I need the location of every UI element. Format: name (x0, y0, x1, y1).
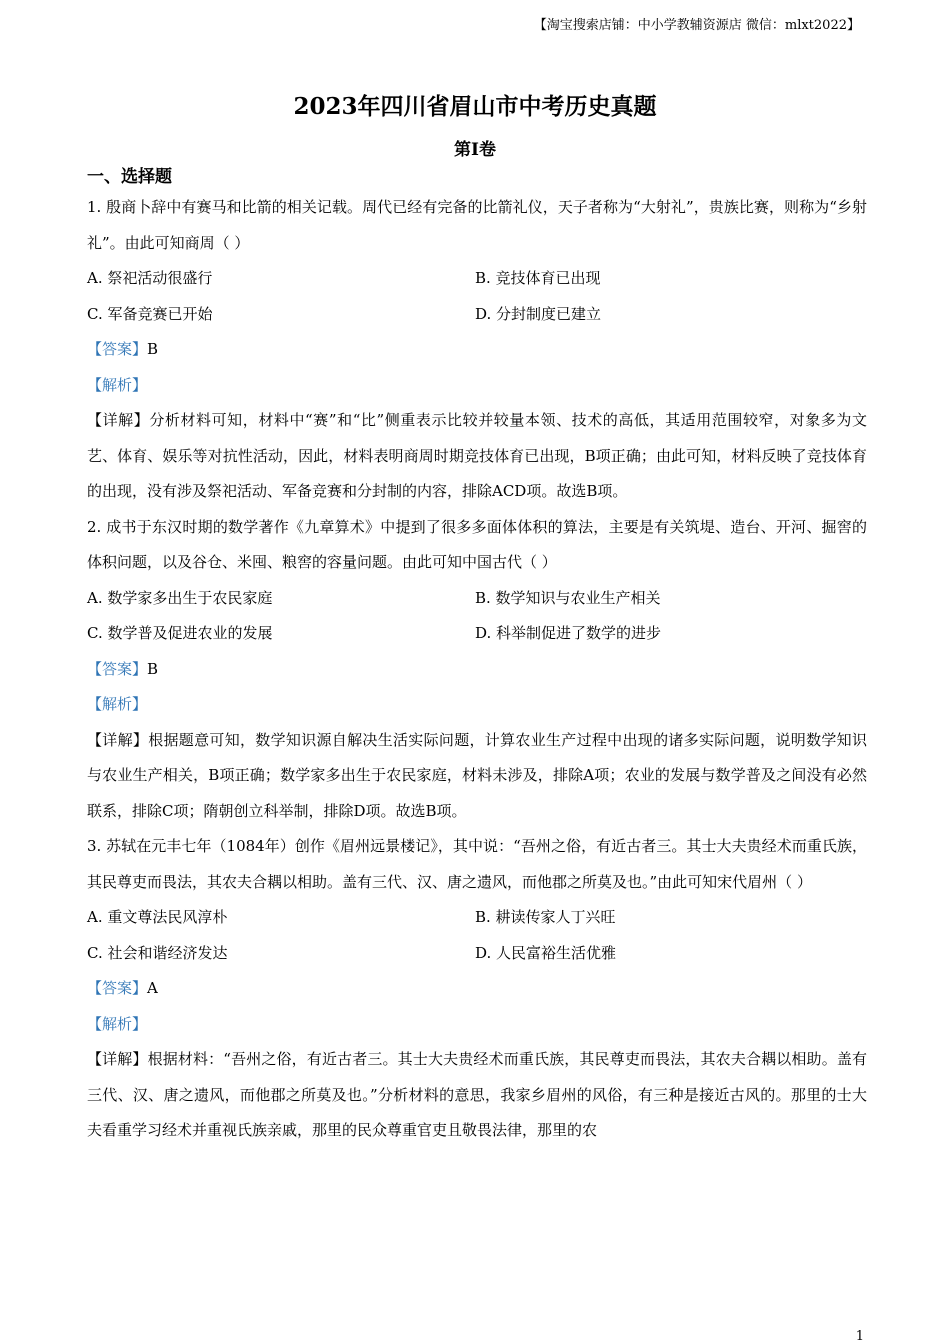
analysis-label: 【解析】 (87, 375, 148, 394)
detail-paragraph (87, 403, 867, 510)
option-d: D. 分封制度已建立 (475, 304, 602, 323)
option-a: A. 数学家多出生于农民家庭 (87, 588, 273, 607)
answer-value: A (147, 979, 158, 997)
options-row (87, 581, 867, 617)
answer-label: 【答案】 (87, 659, 148, 678)
option-d: D. 科举制促进了数学的进步 (475, 624, 662, 642)
detail-paragraph (87, 723, 867, 830)
option-b: B. 数学知识与农业生产相关 (475, 588, 661, 607)
question-stem: 1. 殷商卜辞中有赛马和比箭的相关记载。周代已经有完备的比箭礼仪，天子者称为“大射礼”，贵族比赛，则称为“乡射礼”。由此可知商周（ ） (87, 198, 867, 252)
question-3 (87, 829, 867, 1149)
section-title: 一、选择题 (87, 167, 172, 187)
options-row (87, 936, 867, 972)
options-row (87, 900, 867, 936)
answer-value: B (147, 659, 159, 678)
option-a: A. 祭祀活动很盛行 (87, 269, 213, 287)
answer-line (87, 652, 867, 688)
option-b: B. 竞技体育已出现 (475, 269, 601, 287)
detail-text: 根据题意可知，数学知识源自解决生活实际问题，计算农业生产过程中出现的诸多实际问题，说明数学知识与农业生产相关，B项正确；数学家多出生于农民家庭，材料未涉及，排除A项；农业的发展与数学普及之间没有必然联系，排除C项；隋朝创立科举制，排除D项。故选B项。 (87, 730, 867, 820)
detail-text: 根据材料：“吾州之俗，有近古者三。其士大夫贵经术而重氏族，其民尊吏而畏法，其农夫合耦以相助。盖有三代、汉、唐之遗风，而他郡之所莫及也。”分析材料的意思，我家乡眉州的风俗，有三种是接近古风的。那里的士大夫看重学习经术并重视氏族亲戚，那里的民众尊重官吏且敬畏法律，那里的农 (87, 1050, 867, 1139)
question-1 (87, 190, 867, 510)
document-body (87, 164, 867, 1149)
options-row (87, 261, 867, 297)
header-note: 【淘宝搜索店铺：中小学教辅资源店 微信：mlxt2022】 (533, 18, 860, 33)
answer-label: 【答案】 (87, 979, 148, 997)
option-d: D. 人民富裕生活优雅 (475, 943, 617, 962)
detail-label: 【详解】 (87, 411, 150, 429)
question-stem: 2. 成书于东汉时期的数学著作《九章算术》中提到了很多多面体体积的算法，主要是有关筑堤、造台、开河、掘窖的体积问题，以及谷仓、米囤、粮窖的容量问题。由此可知中国古代（ ） (87, 517, 867, 571)
option-b: B. 耕读传家人丁兴旺 (475, 908, 616, 926)
analysis-label: 【解析】 (87, 1014, 148, 1033)
detail-text: 分析材料可知，材料中“赛”和“比”侧重表示比较并较量本领、技术的高低，其适用范围较窄，对象多为文艺、体育、娱乐等对抗性活动，因此，材料表明商周时期竞技体育已出现，B项正确；由此可知，材料反映了竞技体育的出现，没有涉及祭祀活动、军备竞赛和分封制的内容，排除ACD项。故选B项。 (87, 411, 867, 500)
options-row (87, 616, 867, 652)
options-row (87, 297, 867, 333)
answer-value: B (147, 340, 159, 358)
option-a: A. 重文尊法民风淳朴 (87, 908, 228, 926)
answer-line (87, 332, 867, 368)
analysis-label: 【解析】 (87, 695, 148, 713)
detail-label: 【详解】 (87, 1050, 148, 1068)
detail-paragraph (87, 1042, 867, 1149)
detail-label: 【详解】 (87, 730, 149, 749)
answer-line (87, 971, 867, 1007)
page-number: 1 (855, 1329, 864, 1344)
option-c: C. 军备竞赛已开始 (87, 304, 213, 323)
question-stem: 3. 苏轼在元丰七年（1084年）创作《眉州远景楼记》，其中说：“吾州之俗，有近古者三。其士大夫贵经术而重氏族，其民尊吏而畏法，其农夫合耦以相助。盖有三代、汉、唐之遗风，而他郡之所莫及也。”由此可知宋代眉州（ ） (87, 837, 867, 891)
page-title: 2023年四川省眉山市中考历史真题 (293, 93, 657, 120)
question-2 (87, 510, 867, 830)
answer-label: 【答案】 (87, 340, 148, 358)
option-c: C. 数学普及促进农业的发展 (87, 624, 273, 642)
option-c: C. 社会和谐经济发达 (87, 943, 228, 962)
volume-subtitle: 第I卷 (454, 140, 496, 160)
